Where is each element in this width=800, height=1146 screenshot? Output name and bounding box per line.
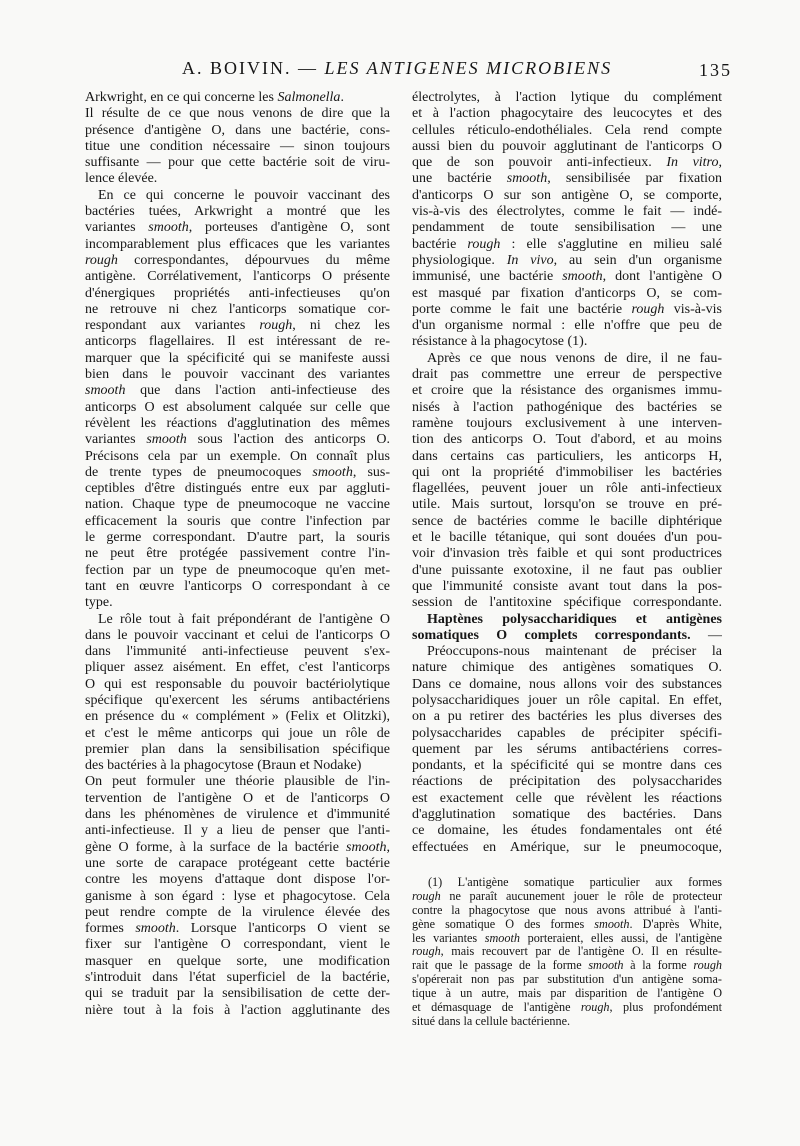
text-run: , — [718, 155, 722, 171]
text-run: anti-infectieuse. Il y a lieu de penser que l'anti- — [85, 823, 390, 839]
left-column-line — [85, 660, 390, 676]
text-run: révèlent les réactions d'agglutination des mêmes — [85, 415, 390, 431]
text-run: effectuées en Amérique, sur le pneumocoque, — [412, 839, 722, 855]
text-run: contre les moyens d'attaque dont dispose l'or- — [85, 872, 390, 888]
text-run: de trente types de pneumocoques — [85, 464, 313, 480]
left-column-line — [85, 302, 390, 318]
left-column-line — [85, 889, 390, 905]
text-run: , plus profondément — [609, 1001, 722, 1015]
text-run: (1) L'antigène somatique particulier aux formes — [428, 876, 722, 889]
right-column-line — [412, 546, 722, 562]
right-column-line — [412, 660, 722, 676]
left-column-line — [85, 204, 390, 220]
text-run: . Lorsque l'anticorps O vient se — [175, 921, 390, 937]
text-run: antigène. Corrélativement, l'anticorps O présente — [85, 269, 390, 285]
left-column-line — [85, 579, 390, 595]
left-column-line — [85, 742, 390, 758]
right-column-line — [412, 90, 722, 106]
left-column-line — [85, 400, 390, 416]
footnote-line — [412, 918, 722, 932]
text-run: que l'immunité consiste avant tout dans la pos- — [412, 578, 722, 594]
italic-term: smooth — [346, 839, 387, 855]
text-run: et c'est le même anticorps qui joue un rôle de — [85, 725, 390, 741]
left-column-line — [85, 334, 390, 350]
text-run: , dont l'antigène O — [602, 269, 722, 285]
text-run: ce domaine, les études fondamentales ont été — [412, 823, 722, 839]
footnote-line — [412, 1015, 722, 1029]
right-column-line — [412, 237, 722, 253]
left-column-line — [85, 823, 390, 839]
text-run: , sus- — [352, 464, 390, 480]
italic-term: smooth — [312, 464, 353, 480]
left-column-line — [85, 139, 390, 155]
text-run: dans l'immunité anti-infectieuse peuvent s'ex- — [85, 644, 390, 660]
left-column-line — [85, 432, 390, 448]
text-run: marquer que la spécificité qui se manifeste aussi — [85, 350, 390, 366]
left-column-line — [85, 612, 390, 628]
text-run: , sensibilisée par fixation — [547, 171, 722, 187]
left-column-line — [85, 416, 390, 432]
text-run: , ni chez les — [292, 318, 390, 334]
text-run: sence de bactéries comme le bacille diphtérique — [412, 513, 722, 529]
left-column-line — [85, 986, 390, 1002]
left-column-line — [85, 709, 390, 725]
footnote-line — [412, 959, 722, 973]
left-column-line — [85, 628, 390, 644]
text-run: nation. Chaque type de pneumocoque ne vaccine — [85, 497, 390, 513]
text-run: drait pas commettre une erreur de perspective — [412, 367, 722, 383]
right-column-line — [412, 465, 722, 481]
text-run: Le rôle tout à fait prépondérant de l'antigène O — [98, 611, 390, 627]
right-column-line — [412, 318, 722, 334]
text-run: ramène toujours exclusivement à une interven- — [412, 415, 722, 431]
text-run: , mais recouvert par de l'antigène O. Il en résulte- — [440, 945, 722, 959]
text-run: incomparablement plus efficaces que les variantes — [85, 236, 390, 252]
text-run: porte comme le fait une bactérie — [412, 301, 632, 317]
text-run: immunisé, une bactérie — [412, 269, 563, 285]
text-run: ganisme à son égard : lyse et phagocytose. Cela — [85, 888, 390, 904]
text-run: présence d'antigène O, dans une bactérie, cons- — [85, 122, 390, 138]
text-run: fection par un type de pneumocoque qu'en met- — [85, 562, 390, 578]
text-run: suffisante — pour que cette bactérie soit de viru- — [85, 155, 390, 171]
text-run: résistance à la phagocytose (1). — [412, 334, 588, 350]
text-run: polysaccharides capables de précipiter spécifi- — [412, 725, 722, 741]
text-run: bien dans le pouvoir vaccinant des variantes — [85, 367, 390, 383]
right-column-line — [412, 514, 722, 530]
right-column-line — [412, 693, 722, 709]
text-run: le germe correspondant. D'autre part, la souris — [85, 530, 390, 546]
running-title: LES ANTIGENES MICROBIENS — [324, 58, 613, 78]
italic-term: smooth — [146, 432, 187, 448]
right-column-line — [412, 497, 722, 513]
right-column-line — [412, 628, 722, 644]
left-column-line — [85, 905, 390, 921]
text-run: variantes — [85, 220, 149, 236]
text-run: type. — [85, 595, 113, 611]
left-column-line — [85, 807, 390, 823]
italic-term: rough — [412, 945, 441, 959]
text-run: physiologique. — [412, 252, 507, 268]
text-run: On peut formuler une théorie plausible de l'in- — [85, 774, 390, 790]
left-column-line — [85, 726, 390, 742]
left-column-line — [85, 155, 390, 171]
left-column-line — [85, 106, 390, 122]
text-run: En ce qui concerne le pouvoir vaccinant des — [98, 187, 390, 203]
right-column-line — [412, 188, 722, 204]
footnote — [412, 876, 722, 1029]
right-column-line — [412, 286, 722, 302]
right-column-line — [412, 530, 722, 546]
text-run: dans le pouvoir vaccinant et celui de l'anticorps O — [85, 627, 390, 643]
right-column-line — [412, 612, 722, 628]
text-run: aussi bien du pouvoir agglutinant de l'anticorps O — [412, 138, 722, 154]
italic-term: rough — [693, 959, 722, 973]
text-run: Après ce que nous venons de dire, il ne fau- — [427, 350, 722, 366]
right-column-line — [412, 302, 722, 318]
right-column-line — [412, 709, 722, 725]
text-run: tique à un autre, mais par disparition de l'antigène O — [412, 987, 722, 1001]
right-column-line — [412, 334, 722, 350]
footnote-line — [412, 987, 722, 1001]
text-run: Arkwright, en ce qui concerne les — [85, 90, 278, 105]
text-run: peut rendre compte de la virulence élevée des — [85, 904, 390, 920]
italic-term: rough — [259, 318, 293, 334]
right-column-line — [412, 269, 722, 285]
text-run: nière tout à la fois à l'action agglutinante des — [85, 1002, 390, 1018]
text-run: lence élevée. — [85, 171, 158, 187]
bold-heading-text: Haptènes polysaccharidiques et antigènes — [427, 611, 722, 627]
italic-term: In vivo — [506, 252, 554, 268]
text-run: respondant aux variantes — [85, 318, 260, 334]
left-column-line — [85, 449, 390, 465]
text-run: en présence du « complément » (Felix et Olitzki), — [85, 709, 390, 725]
italic-term: smooth — [135, 921, 176, 937]
text-run: spécifique qu'exercent les sérums antibactériens — [85, 692, 390, 708]
text-run: ne paraît aucunement jouer le rôle de protecteur — [440, 889, 722, 903]
text-run: nature chimique des antigènes somatiques O. — [412, 660, 722, 676]
text-run: tion des anticorps O. Tout d'abord, et au moins — [412, 432, 722, 448]
text-run: vis-à-vis des électrolytes, comme le fait — indé- — [412, 204, 722, 220]
text-run: quement par les sérums antibactériens corres- — [412, 741, 722, 757]
footnote-line — [412, 945, 722, 959]
text-run: formes — [85, 921, 136, 937]
text-run: bactérie — [412, 236, 468, 252]
text-run: et le bacille tétanique, qui sont douées d'un pou- — [412, 530, 722, 546]
right-column-line — [412, 416, 722, 432]
left-column-line — [85, 774, 390, 790]
text-run: nisés à l'action pathogénique des bactéries se — [412, 399, 722, 415]
text-run: porteraient, elles aussi, de l'antigène — [519, 931, 722, 945]
left-column-line — [85, 253, 390, 269]
right-column-line — [412, 823, 722, 839]
italic-term: Salmonella — [277, 90, 341, 105]
text-run: fixer sur l'antigène O correspondant, vient le — [85, 937, 390, 953]
italic-term: smooth — [562, 269, 603, 285]
text-run: session de l'antitoxine spécifique correspondante. — [412, 595, 722, 611]
text-run: voir d'invasion très faible et qui sont productrices — [412, 546, 722, 562]
text-run: masquer en quelque sorte, une modification — [85, 953, 390, 969]
text-run: cellules réticulo-endothéliales. Cela rend compte — [412, 122, 722, 138]
right-column-line — [412, 139, 722, 155]
right-column-line — [412, 123, 722, 139]
text-run: que dans l'action anti-infectieuse des — [125, 383, 390, 399]
text-run: utile. Mais surtout, lorsqu'on se trouve en pré- — [412, 497, 722, 513]
left-column — [85, 90, 390, 1019]
text-run: polysaccharidiques jouer un rôle capital. En effet, — [412, 692, 722, 708]
left-column-line — [85, 872, 390, 888]
text-run: — — [690, 627, 722, 643]
italic-term: smooth — [506, 171, 548, 187]
left-column-line — [85, 937, 390, 953]
left-column-line — [85, 1003, 390, 1019]
italic-term: rough — [467, 236, 501, 252]
left-column-line — [85, 791, 390, 807]
right-column-line — [412, 481, 722, 497]
text-run: anticorps O est absolument calquée sur celle que — [85, 399, 390, 415]
text-run: on a pu retirer des bactéries les plus diverses des — [412, 709, 722, 725]
text-run: s'introduit dans l'état superficiel de la bactérie, — [85, 970, 390, 986]
left-column-line — [85, 546, 390, 562]
left-column-line — [85, 171, 390, 187]
left-column-line — [85, 188, 390, 204]
text-run: situé dans la cellule bactérienne. — [412, 1014, 571, 1028]
left-column-line — [85, 465, 390, 481]
text-run: O qui est responsable du pouvoir bactériolytique — [85, 676, 390, 692]
text-run: vis-à-vis — [664, 301, 722, 317]
header-separator: — — [298, 58, 318, 78]
text-run: tant en œuvre l'anticorps O correspondant à ce — [85, 578, 390, 594]
left-column-line — [85, 921, 390, 937]
text-run: électrolytes, à l'action lytique du complément — [412, 90, 722, 105]
text-run: ne retrouve ni chez l'anticorps somatique cor- — [85, 301, 390, 317]
left-column-line — [85, 693, 390, 709]
text-run: d'un organisme normal : elle n'offre que peu de — [412, 318, 722, 334]
text-run: gène somatique O des formes — [412, 917, 595, 931]
text-run: dans certains cas particuliers, les anticorps H, — [412, 448, 722, 464]
left-column-line — [85, 318, 390, 334]
italic-term: rough — [631, 301, 665, 317]
text-run: Précisons cela par un exemple. On connaît plus — [85, 448, 390, 464]
left-column-line — [85, 595, 390, 611]
text-run: qui se traduit par la sensibilisation de cette der- — [85, 986, 390, 1002]
left-column-line — [85, 481, 390, 497]
left-column-line — [85, 758, 390, 774]
left-column-line — [85, 530, 390, 546]
text-run: contre la phagocytose que nous avons attribué à l'anti- — [412, 903, 722, 917]
text-run: correspondantes, dépourvues du même — [117, 252, 390, 268]
right-column-line — [412, 774, 722, 790]
italic-term: smooth — [588, 959, 624, 973]
text-run: d'anticorps O sur son antigène O, se comporte, — [412, 187, 722, 203]
left-column-line — [85, 351, 390, 367]
text-run: flagellées, peuvent jouer un rôle anti-infectieux — [412, 481, 722, 497]
right-column-line — [412, 579, 722, 595]
left-column-line — [85, 367, 390, 383]
italic-term: In vitro — [666, 155, 719, 171]
text-run: une bactérie — [412, 171, 507, 187]
text-run: , porteuses d'antigène O, sont — [188, 220, 390, 236]
left-column-line — [85, 514, 390, 530]
text-run: : elle s'agglutine en milieu salé — [500, 236, 722, 252]
text-run: à la forme — [623, 959, 694, 973]
right-column-line — [412, 595, 722, 611]
right-column-line — [412, 253, 722, 269]
text-run: variantes — [85, 432, 147, 448]
right-column-line — [412, 383, 722, 399]
right-column-line — [412, 367, 722, 383]
text-run: pliquer assez aisément. En effet, c'est l'anticorps — [85, 660, 390, 676]
text-run: tervention de l'antigène O et de l'anticorps O — [85, 790, 390, 806]
text-run: d'agglutination somatique des bactéries. Dans — [412, 807, 722, 823]
italic-term: rough — [85, 252, 118, 268]
right-column-line — [412, 204, 722, 220]
footnote-line — [412, 904, 722, 918]
right-column-line — [412, 171, 722, 187]
left-column-line — [85, 677, 390, 693]
page-number: 135 — [699, 60, 732, 80]
right-column-line — [412, 644, 722, 660]
right-column-line — [412, 677, 722, 693]
author-name: A. BOIVIN. — [182, 58, 292, 78]
right-column — [412, 90, 722, 856]
left-column-line — [85, 237, 390, 253]
text-run: est masqué par fixation d'anticorps O, se com- — [412, 285, 722, 301]
footnote-line — [412, 890, 722, 904]
right-column-line — [412, 351, 722, 367]
left-column-line — [85, 563, 390, 579]
right-column-line — [412, 791, 722, 807]
left-column-line — [85, 269, 390, 285]
bold-heading-text: somatiques O complets correspondants. — [412, 627, 691, 643]
text-run: et démasquage de l'antigène — [412, 1001, 581, 1015]
text-run: les variantes — [412, 931, 485, 945]
text-run: que de son pouvoir anti-infectieux. — [412, 155, 667, 171]
left-column-line — [85, 90, 390, 106]
left-column-line — [85, 220, 390, 236]
italic-term: smooth — [484, 931, 520, 945]
text-run: . — [340, 90, 344, 105]
left-column-line — [85, 856, 390, 872]
text-run: anticorps flagellaires. Il est intéressant de re- — [85, 334, 390, 350]
text-run: et croire que la résistance des organismes immu- — [412, 383, 722, 399]
text-run: une sorte de carapace protégeant cette bactérie — [85, 855, 390, 871]
right-column-line — [412, 106, 722, 122]
text-run: , au sein d'un organisme — [553, 252, 722, 268]
right-column-line — [412, 742, 722, 758]
text-run: , — [386, 839, 390, 855]
right-column-line — [412, 432, 722, 448]
left-column-line — [85, 644, 390, 660]
right-column-line — [412, 400, 722, 416]
italic-term: smooth — [148, 220, 189, 236]
text-run: d'une puissante exotoxine, il ne faut pas oublier — [412, 562, 722, 578]
text-run: et à l'action phagocytaire des leucocytes et des — [412, 106, 722, 122]
text-run: premier plan dans la sensibilisation spécifique — [85, 741, 390, 757]
running-header — [182, 57, 612, 79]
text-run: sous l'action des anticorps O. — [186, 432, 390, 448]
text-run: est exactement celle que révèlent les réactions — [412, 790, 722, 806]
text-run: réactions de précipitation des polysaccharides — [412, 774, 722, 790]
left-column-line — [85, 970, 390, 986]
right-column-line — [412, 155, 722, 171]
text-run: Préoccupons-nous maintenant de préciser la — [427, 644, 722, 660]
text-run: des bactéries à la phagocytose (Braun et Nodake) — [85, 758, 362, 774]
left-column-line — [85, 123, 390, 139]
italic-term: smooth — [85, 383, 126, 399]
italic-term: rough — [580, 1001, 610, 1015]
left-column-line — [85, 286, 390, 302]
text-run: pondants, et la spécificité qui se montre dans ces — [412, 758, 722, 774]
footnote-line — [412, 973, 722, 987]
text-run: pendamment de toute sensibilisation — une — [412, 220, 722, 236]
italic-term: smooth — [594, 917, 630, 931]
text-run: efficacement la souris que contre l'infection par — [85, 513, 390, 529]
text-run: bactéries tuées, Arkwright a montré que les — [85, 204, 390, 220]
text-run: ne peut être protégée passivement contre l'in- — [85, 546, 390, 562]
text-run: dans les phénomènes de virulence et d'immunité — [85, 807, 390, 823]
right-column-line — [412, 220, 722, 236]
text-run: ceptibles d'être distingués entre eux par aggluti- — [85, 481, 390, 497]
italic-term: rough — [412, 889, 441, 903]
footnote-line — [412, 876, 722, 890]
right-column-line — [412, 807, 722, 823]
left-column-line — [85, 840, 390, 856]
text-run: rait que le passage de la forme — [412, 959, 589, 973]
text-run: Il résulte de ce que nous venons de dire que la — [85, 106, 390, 122]
footnote-line — [412, 1001, 722, 1015]
right-column-line — [412, 449, 722, 465]
right-column-line — [412, 758, 722, 774]
left-column-line — [85, 383, 390, 399]
right-column-line — [412, 726, 722, 742]
left-column-line — [85, 954, 390, 970]
text-run: d'énergiques propriétés anti-infectieuses qu'on — [85, 285, 390, 301]
text-run: Dans ce domaine, nous allons voir des substances — [412, 676, 722, 692]
text-run: qui ont la propriété d'immobiliser les bactéries — [412, 464, 722, 480]
right-column-line — [412, 563, 722, 579]
text-run: titue une condition nécessaire — sinon toujours — [85, 138, 390, 154]
text-run: s'opérerait non pas par substitution d'un antigène soma- — [412, 973, 722, 987]
right-column-line — [412, 840, 722, 856]
footnote-line — [412, 932, 722, 946]
text-run: . D'après White, — [629, 917, 722, 931]
left-column-line — [85, 497, 390, 513]
text-run: gène O forme, à la surface de la bactérie — [85, 839, 347, 855]
